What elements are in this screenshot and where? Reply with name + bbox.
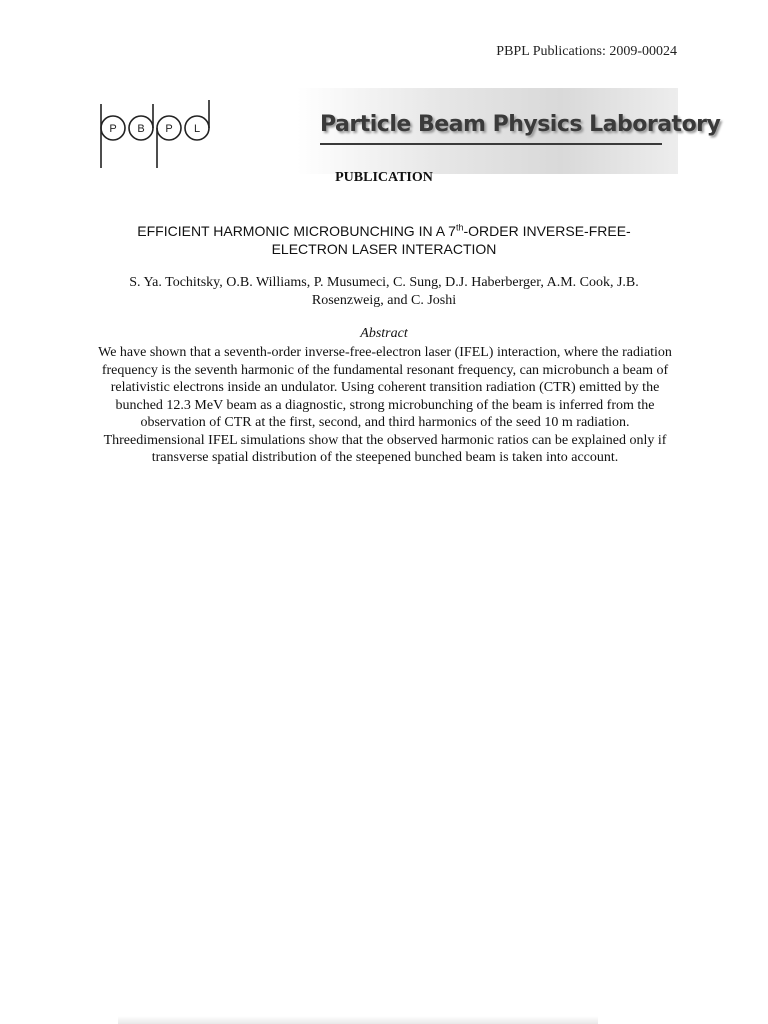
next-page-bleed [118, 1016, 598, 1024]
publication-reference: PBPL Publications: 2009-00024 [496, 44, 677, 59]
logo-letter: L [193, 123, 201, 135]
logo-letter: B [137, 123, 145, 135]
abstract-body: We have shown that a seventh-order inverse-free-electron laser (IFEL) interaction, where the radiation frequency is the seventh harmonic of the fundamental resonant frequency, can microbunch a beam of relativistic electrons inside an undulator. Using coherent transition radiation (CTR) emitted by the bunched 12.3 MeV beam as a diagnostic, strong microbunching of the beam is inferred from the observation of CTR at the first, second, and third harmonics of the seed 10 m radiation. Threedimensional IFEL simulations show that the observed harmonic ratios can be explained only if transverse spatial distribution of the steepened bunched beam is taken into account. [98, 345, 672, 465]
abstract-heading: Abstract [360, 326, 408, 341]
lab-banner [92, 88, 721, 174]
pbpl-logo-icon [96, 90, 216, 172]
title-part-1: EFFICIENT HARMONIC MICROBUNCHING IN A 7 [137, 223, 456, 239]
paper-title [110, 222, 658, 258]
logo-letter: P [165, 123, 173, 135]
title-part-2: -ORDER INVERSE-FREE-ELECTRON LASER INTERACTION [271, 223, 631, 257]
title-superscript: th [455, 222, 464, 233]
logo-letter: P [109, 123, 117, 135]
lab-name: Particle Beam Physics Laboratory [320, 112, 721, 137]
publication-label: PUBLICATION [335, 170, 433, 185]
lab-name-underline [320, 143, 662, 145]
author-list: S. Ya. Tochitsky, O.B. Williams, P. Musumeci, C. Sung, D.J. Haberberger, A.M. Cook, J.B. Rosenzweig, and C. Joshi [129, 275, 639, 308]
